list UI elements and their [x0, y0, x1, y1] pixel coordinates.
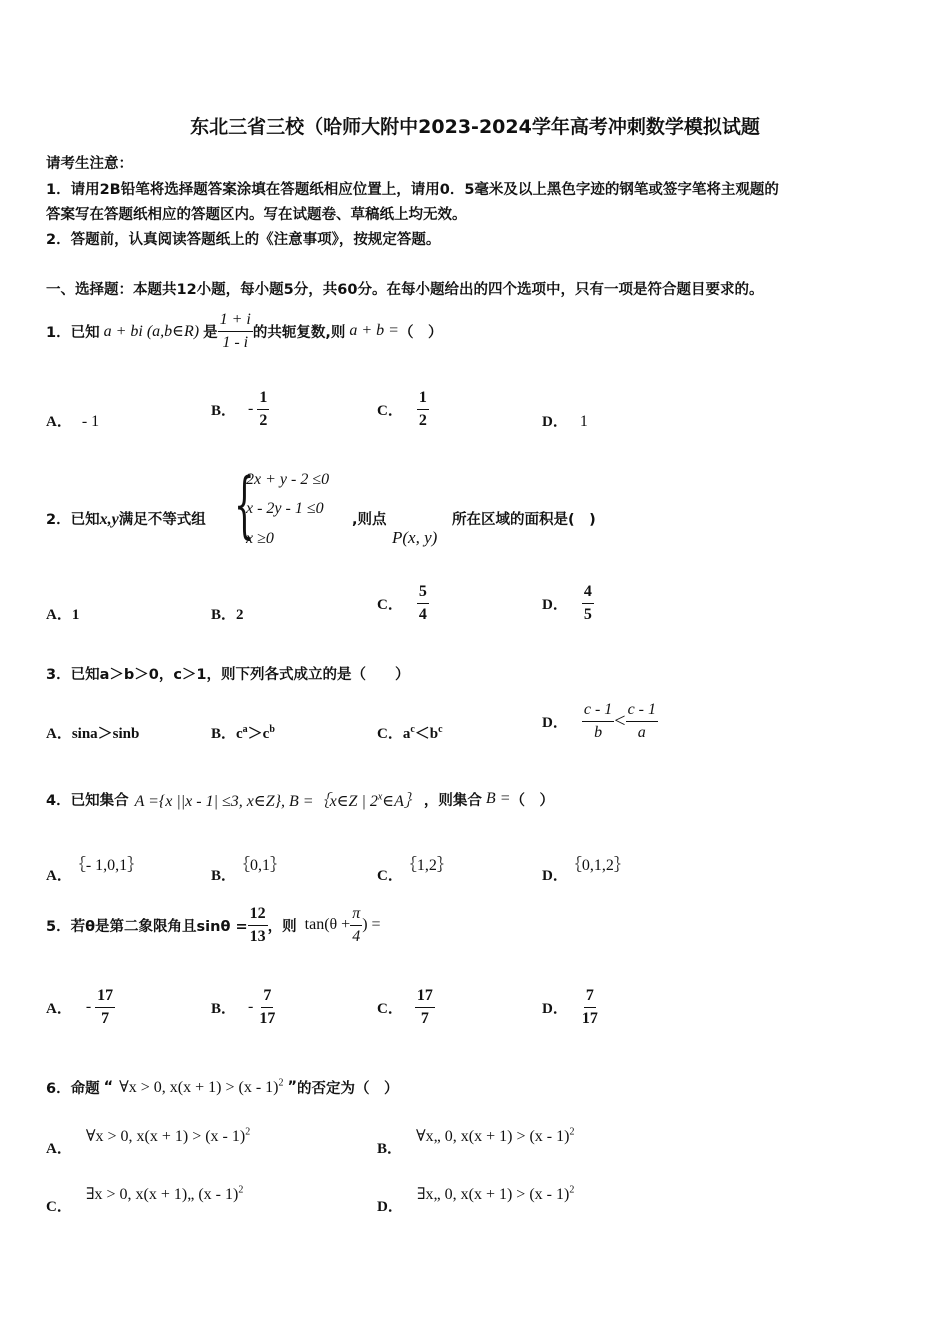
- q6-option-a: A．∀x > 0, x(x + 1) > (x - 1)$^2$: [46, 1126, 251, 1157]
- question-5: [46, 897, 381, 953]
- question-4: [46, 786, 554, 812]
- q6-expr: ∀x > 0, x(x + 1) > (x - 1)$^2$: [119, 1077, 284, 1096]
- q6-suffix: 的否定为（ ）: [297, 1080, 399, 1097]
- q3-option-c: C．$a^c<b^c$: [377, 724, 443, 742]
- q6-prefix: 6．命题: [46, 1080, 100, 1097]
- q4-option-b: B．｛0,1｝: [211, 857, 287, 884]
- q1-expr: a + bi (a,b∈R): [103, 323, 200, 340]
- q1-frac-den: 1 - i: [222, 333, 249, 351]
- q5-tan: tan(θ +: [304, 916, 351, 933]
- q1-suffix: 的共轭复数,则: [252, 324, 346, 341]
- q2-c-frac: [417, 582, 429, 625]
- q2-d-num: 4: [582, 582, 594, 604]
- q2-option-a: A．1: [46, 607, 80, 623]
- q5-tan-end: ) =: [362, 916, 381, 933]
- q5-d-den: 17: [581, 1009, 598, 1027]
- q3-option-a: A．sina＞sinb: [46, 726, 140, 742]
- q2-mid: 满足不等式组: [118, 512, 206, 528]
- q5-option-c: C． $\frac{17}{7}$: [377, 986, 433, 1027]
- q3-option-d: D． $\frac{c - 1}{b}$ < $\frac{c - 1}{a}$: [542, 700, 656, 741]
- q5-b-frac: [257, 986, 277, 1029]
- q5-b-num: 7: [261, 986, 273, 1008]
- q4-d-value: ｛0,1,2｝: [573, 857, 630, 874]
- q5-a-sign: -: [85, 998, 92, 1015]
- q6-option-b: B．∀x„ 0, x(x + 1) > (x - 1)$^2$: [377, 1126, 575, 1157]
- notice-line-2: 2．答题前，认真阅读答题纸上的《注意事项》，按规定答题。: [46, 232, 441, 248]
- notice-line-1b: 答案写在答题纸相应的答题区内。写在试题卷、草稿纸上均无效。: [46, 207, 467, 223]
- q1-c-frac: [417, 388, 429, 431]
- page-title: 东北三省三校（哈师大附中2023-2024学年高考冲刺数学模拟试题: [190, 116, 760, 138]
- q1-fraction: [218, 310, 253, 353]
- q1-prefix: 1．已知: [46, 324, 100, 341]
- q4-a-value: ｛- 1,0,1｝: [77, 857, 144, 874]
- q3-d-num-1: c - 1: [582, 700, 614, 722]
- q2-point: P(x, y): [392, 528, 438, 547]
- q1-option-d: D． 1: [542, 413, 588, 430]
- question-1: [46, 303, 442, 359]
- q4-paren: （ ）: [510, 792, 554, 809]
- q5-option-b: B． - $\frac{7}{17}$: [211, 986, 276, 1027]
- q2-point-text: ,则点: [352, 512, 387, 528]
- q4-prefix: 4．已知集合: [46, 792, 129, 809]
- q2-option-c: C． $\frac{5}{4}$: [377, 582, 427, 623]
- q2-option-d: D． $\frac{4}{5}$: [542, 582, 592, 623]
- q5-a-frac: [95, 986, 115, 1029]
- q1-c-num: 1: [417, 388, 429, 410]
- q2-d-den: 5: [583, 605, 592, 623]
- q2-d-frac: [582, 582, 594, 625]
- q3-d-den-1: b: [594, 723, 603, 741]
- question-6: [46, 1072, 399, 1102]
- q5-pi-den: 4: [352, 927, 361, 945]
- q5-option-d: D． $\frac{7}{17}$: [542, 986, 598, 1027]
- q1-expr2: a + b =: [349, 322, 399, 339]
- q6-left-quote: “: [103, 1079, 114, 1095]
- q5-prefix: 5．若θ是第二象限角且sinθ =: [46, 918, 248, 935]
- q1-mid: 是: [203, 324, 218, 341]
- q2-brace: {: [234, 462, 255, 546]
- q3-d-frac-2: [626, 700, 658, 743]
- q1-d-value: 1: [579, 413, 588, 430]
- q1-b-num: 1: [257, 388, 269, 410]
- q4-c-value: ｛1,2｝: [408, 857, 453, 874]
- q1-c-den: 2: [418, 411, 427, 429]
- notice-line-1a: 1．请用2B铅笔将选择题答案涂填在答题纸相应位置上，请用0．5毫米及以上黑色字迹的钢笔或签字笔将主观题的: [46, 182, 779, 198]
- q2-lead: [46, 508, 206, 529]
- q3-stem: 3．已知a＞b＞0，c＞1，则下列各式成立的是（ ）: [46, 667, 410, 683]
- q4-option-a: A．｛- 1,0,1｝: [46, 857, 144, 884]
- q2-option-b: B．2: [211, 607, 244, 623]
- q4-option-d: D．｛0,1,2｝: [542, 857, 630, 884]
- q5-fraction: [248, 904, 268, 947]
- q5-frac-den: 13: [249, 927, 266, 945]
- q2-c-num: 5: [417, 582, 429, 604]
- q4-expr: A ={x ||x - 1| ≤3, x∈Z}, B =｛x∈Z | 2$^x$∈A｝: [134, 791, 420, 810]
- q5-d-frac: [580, 986, 600, 1029]
- q5-c-frac: [415, 986, 435, 1029]
- q2-prefix: 2．已知: [46, 512, 100, 528]
- q2-suffix: 所在区域的面积是( ): [452, 512, 596, 528]
- q6-c-value: ∃x > 0, x(x + 1)„ (x - 1)$^2$: [85, 1184, 244, 1203]
- q3-option-b: B．$c^a>c^b$: [211, 724, 275, 742]
- q5-c-den: 7: [420, 1009, 429, 1027]
- q5-a-num: 17: [95, 986, 115, 1008]
- q1-a-value: - 1: [81, 413, 100, 430]
- q1-option-b: B． - $\frac{1}{2}$: [211, 388, 268, 429]
- q1-b-sign: -: [248, 400, 254, 417]
- q1-option-c: C． $\frac{1}{2}$: [377, 388, 427, 429]
- q1-b-frac: [257, 388, 269, 431]
- q6-option-d: D．∃x„ 0, x(x + 1) > (x - 1)$^2$: [377, 1184, 575, 1215]
- notice-heading: 请考生注意：: [46, 156, 133, 172]
- q6-option-c: C．∃x > 0, x(x + 1)„ (x - 1)$^2$: [46, 1184, 244, 1215]
- q5-b-sign: -: [248, 998, 254, 1015]
- q4-option-c: C．｛1,2｝: [377, 857, 453, 884]
- q5-b-den: 17: [259, 1009, 276, 1027]
- q2-ineq-1: 2x + y - 2 ≤0: [246, 471, 330, 488]
- q6-d-value: ∃x„ 0, x(x + 1) > (x - 1)$^2$: [416, 1184, 575, 1203]
- q6-b-value: ∀x„ 0, x(x + 1) > (x - 1)$^2$: [416, 1126, 575, 1145]
- q5-option-a: A． - $\frac{17}{7}$: [46, 986, 114, 1027]
- q3-d-den-2: a: [637, 723, 646, 741]
- q6-a-value: ∀x > 0, x(x + 1) > (x - 1)$^2$: [85, 1126, 251, 1145]
- q4-expr2: B =: [485, 790, 511, 807]
- q3-d-frac-1: [582, 700, 614, 743]
- q1-b-den: 2: [259, 411, 268, 429]
- q5-pi-num: π: [350, 904, 362, 926]
- q5-pi-frac: [350, 904, 362, 947]
- q2-ineq-3: x ≥0: [246, 530, 274, 547]
- q1-paren: （ ）: [398, 324, 443, 341]
- section-heading: 一、选择题：本题共12小题，每小题5分，共60分。在每小题给出的四个选项中，只有一项是符合题目要求的。: [46, 282, 764, 298]
- q5-a-den: 7: [101, 1009, 110, 1027]
- q3-d-num-2: c - 1: [626, 700, 658, 722]
- q2-vars: x,y: [99, 511, 119, 528]
- q4-suffix: ，则集合: [423, 792, 482, 809]
- q1-frac-num: 1 + i: [218, 310, 253, 332]
- q3-d-lt: <: [614, 709, 626, 732]
- q2-ineq-2: x - 2y - 1 ≤0: [246, 500, 324, 517]
- q5-mid: ，则: [267, 918, 297, 935]
- q2-c-den: 4: [418, 605, 427, 623]
- q5-c-num: 17: [415, 986, 435, 1008]
- q1-option-a: A． - 1: [46, 413, 100, 430]
- q5-d-num: 7: [584, 986, 596, 1008]
- q5-frac-num: 12: [248, 904, 268, 926]
- q6-right-quote: ”: [287, 1079, 298, 1095]
- q4-b-value: ｛0,1｝: [242, 857, 287, 874]
